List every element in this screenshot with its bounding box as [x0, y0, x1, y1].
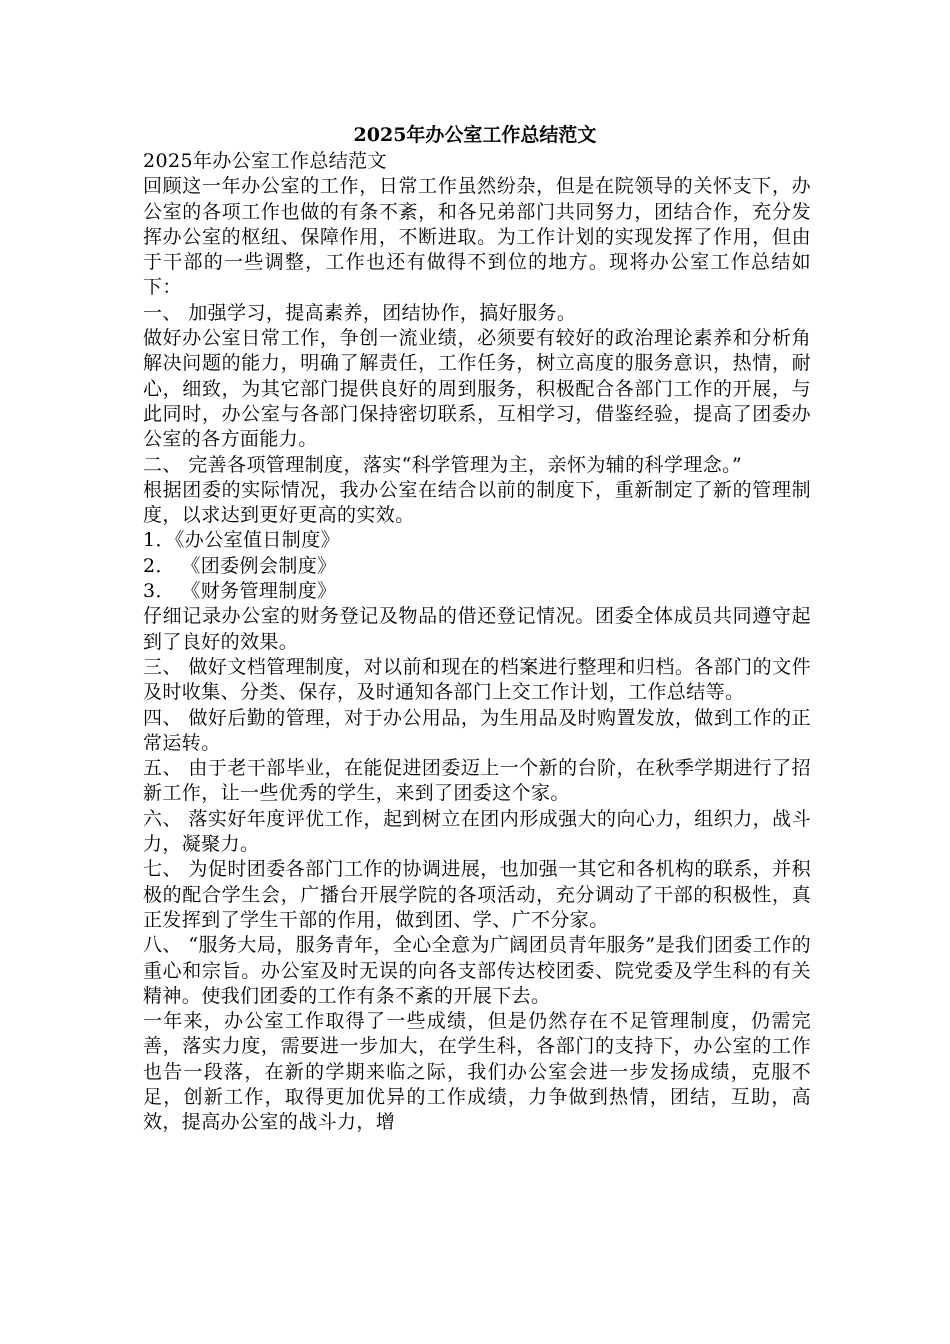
section-8: 八、 “服务大局，服务青年，全心全意为广阔团员青年服务”是我们团委工作的重心和宗旨。办公室及时无误的向各支部传达校团委、院党委及学生科的有关精神。使我们团委的工作有条不紊的开展下去。	[143, 934, 811, 1007]
paragraph-intro: 回顾这一年办公室的工作，日常工作虽然纷杂，但是在院领导的关怀支下，办公室的各项工作也做的有条不紊，和各兄弟部门共同努力，团结合作，充分发挥办公室的枢纽、保障作用，不断进取。为工作计划的实现发挥了作用，但由于干部的一些调整，工作也还有做得不到位的地方。现将办公室工作总结如下：	[143, 175, 811, 299]
document-title: 2025年办公室工作总结范文	[353, 124, 597, 146]
paragraph-section-1: 做好办公室日常工作，争创一流业绩，必须要有较好的政治理论素养和分析角解决问题的能力，明确了解责任，工作任务，树立高度的服务意识，热情，耐心，细致，为其它部门提供良好的周到服务，积极配合各部门工作的开展，与此同时，办公室与各部门保持密切联系，互相学习，借鉴经验，提高了团委办公室的各方面能力。	[143, 327, 811, 451]
list-item-3: 3． 《财务管理制度》	[143, 580, 337, 603]
section-heading-2: 二、 完善各项管理制度，落实“科学管理为主，亲怀为辅的科学理念。”	[143, 453, 743, 476]
list-item-1: 1．《办公室值日制度》	[143, 529, 340, 552]
section-3: 三、 做好文档管理制度，对以前和现在的档案进行整理和归档。各部门的文件及时收集、分类、保存，及时通知各部门上交工作计划，工作总结等。	[143, 655, 811, 704]
document-body	[143, 149, 811, 1136]
paragraph-subtitle: 2025年办公室工作总结范文	[143, 150, 387, 172]
section-4: 四、 做好后勤的管理，对于办公用品，为生用品及时购置发放，做到工作的正常运转。	[143, 706, 811, 754]
section-heading-1: 一、 加强学习，提高素养，团结协作，搞好服务。	[143, 301, 577, 324]
list-item-2: 2． 《团委例会制度》	[143, 554, 337, 577]
section-7: 七、 为促时团委各部门工作的协调进展，也加强一其它和各机构的联系，并积极的配合学生会，广播台开展学院的各项活动，充分调动了干部的积极性，真正发挥到了学生干部的作用，做到团、学、广不分家。	[143, 858, 811, 931]
section-5: 五、 由于老干部毕业，在能促进团委迈上一个新的台阶，在秋季学期进行了招新工作，让一些优秀的学生，来到了团委这个家。	[143, 757, 811, 805]
paragraph-finance: 仔细记录办公室的财务登记及物品的借还登记情况。团委全体成员共同遵守起到了良好的效果。	[143, 605, 811, 653]
section-6: 六、 落实好年度评优工作，起到树立在团内形成强大的向心力，组织力，战斗力，凝聚力。	[143, 807, 811, 856]
paragraph-conclusion: 一年来，办公室工作取得了一些成绩，但是仍然存在不足管理制度，仍需完善，落实力度，需要进一步加大，在学生科，各部门的支持下，办公室的工作也告一段落，在新的学期来临之际，我们办公室会进一步发扬成绩，克服不足，创新工作，取得更加优异的工作成绩，力争做到热情，团结，互助，高效，提高办公室的战斗力，增	[143, 1010, 811, 1134]
paragraph-section-2: 根据团委的实际情况，我办公室在结合以前的制度下，重新制定了新的管理制度，以求达到更好更高的实效。	[143, 478, 811, 527]
